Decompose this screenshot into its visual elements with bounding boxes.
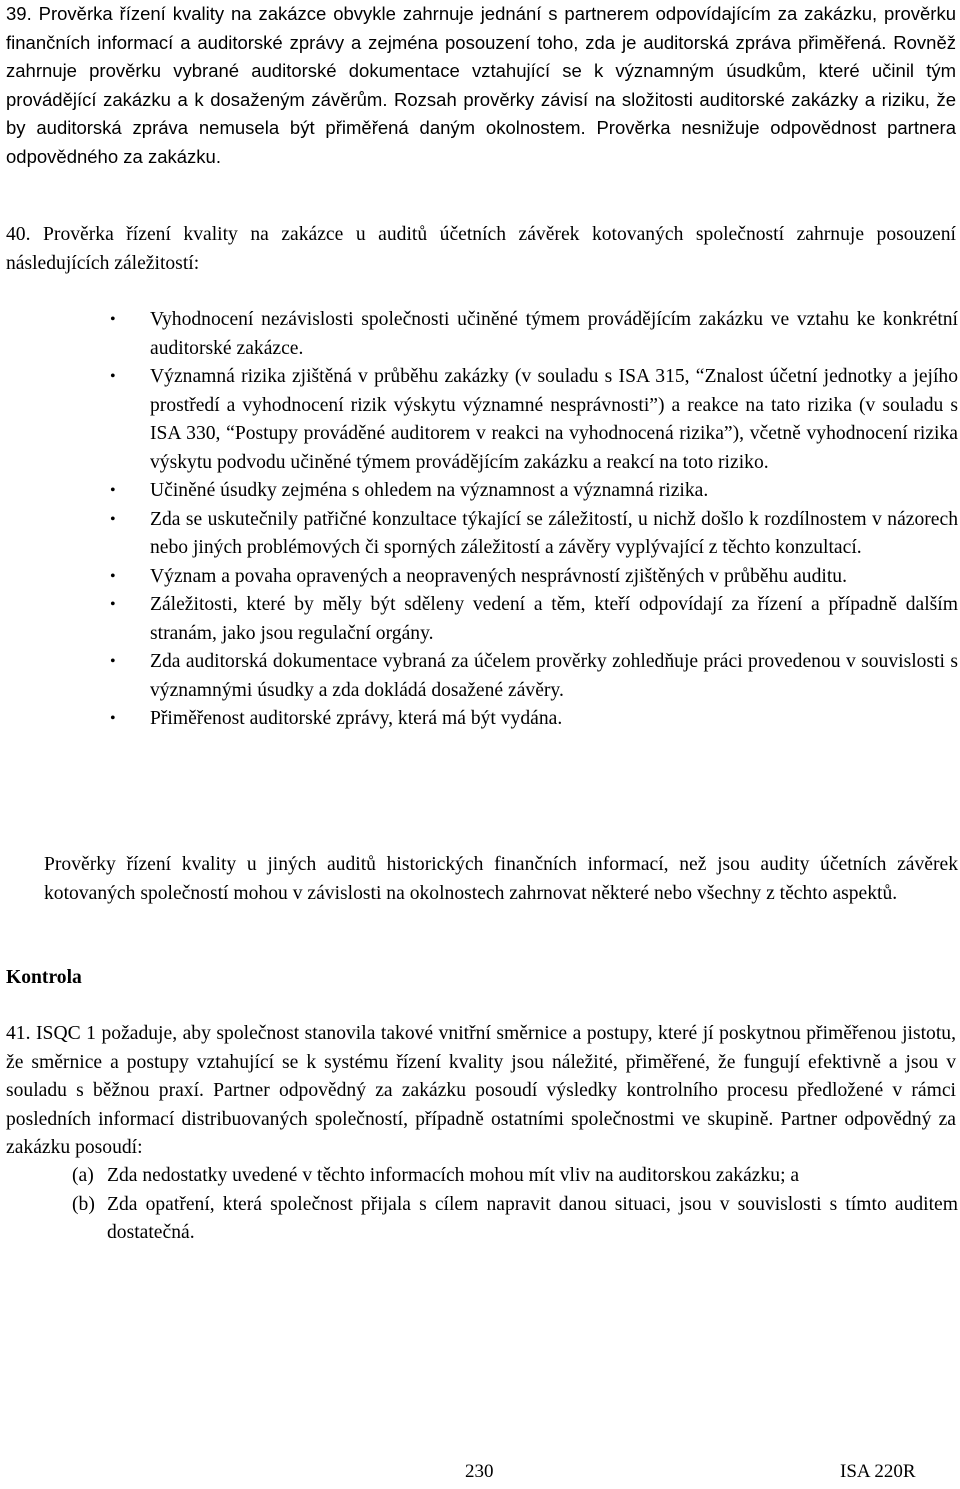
bullet-icon: • <box>110 482 116 499</box>
list-item-text: Zda se uskutečnily patřičné konzultace týkající se záležitostí, u nichž došlo k rozdílnostem v názorech nebo jiných problémových či sporných záležitostí a závěry vyplývající z těchto konzultací. <box>150 508 958 558</box>
list-item-text: Zda opatření, která společnost přijala s cílem napravit danou situaci, jsou v souvislosti s tímto auditem dostatečná. <box>107 1193 958 1243</box>
bullet-list <box>110 306 958 734</box>
list-item <box>110 563 958 592</box>
list-item <box>110 705 958 734</box>
bullet-icon: • <box>110 567 116 585</box>
page-number: 230 <box>465 1461 494 1482</box>
paragraph-39 <box>6 0 956 171</box>
list-item-text: Zda auditorská dokumentace vybraná za účelem prověrky zohledňuje práci provedenou v souvislosti s významnými úsudky a zda dokládá dosažené závěry. <box>150 651 958 701</box>
paragraph-41 <box>6 1020 956 1163</box>
list-item <box>110 506 958 563</box>
list-item-text: Záležitosti, které by měly být sděleny vedení a těm, kteří odpovídají za řízení a případně dalším stranám, jako jsou regulační orgány. <box>150 594 958 644</box>
paragraph-other-audits: Prověrky řízení kvality u jiných auditů historických finančních informací, než jsou audity účetních závěrek kotovaných společností mohou v závislosti na okolnostech zahrnovat některé nebo všechny z těchto aspektů. <box>44 854 958 904</box>
list-item <box>44 1162 958 1191</box>
list-item <box>110 477 958 506</box>
list-item-text: Významná rizika zjištěná v průběhu zakázky (v souladu s ISA 315, “Znalost účetní jednotky a jejího prostředí a vyhodnocení rizik výskytu významné nesprávnosti”) a reakce na tato rizika (v souladu s ISA 330, “Postupy prováděné auditorem v reakci na vyhodnocená rizika”), včetně vyhodnocení rizika výskytu podvodu učiněné týmem provádějícím zakázku a reakcí na toto riziko. <box>150 366 958 473</box>
list-item <box>110 648 958 705</box>
list-item-text: Vyhodnocení nezávislosti společnosti učiněné týmem provádějícím zakázku ve vztahu ke konkrétní auditorské zakázce. <box>150 309 958 359</box>
bullet-icon: • <box>110 653 116 670</box>
list-item <box>44 1191 958 1248</box>
list-item-text: Učiněné úsudky zejména s ohledem na významnost a významná rizika. <box>150 480 709 501</box>
lettered-list <box>44 1162 958 1248</box>
list-item-text: Význam a povaha opravených a neopravených nesprávností zjištěných v průběhu auditu. <box>150 565 847 587</box>
paragraph-text: Prověrka řízení kvality na zakázce u auditů účetních závěrek kotovaných společností zahrnuje posouzení následujících záležitostí: <box>6 224 956 274</box>
list-item <box>110 363 958 477</box>
item-label: (a) <box>72 1165 94 1186</box>
bullet-icon: • <box>110 368 116 385</box>
bullet-icon: • <box>110 311 116 328</box>
paragraph-text: Prověrka řízení kvality na zakázce obvykle zahrnuje jednání s partnerem odpovídajícím za zakázku, prověrku finančních informací a auditorské zprávy a zejména posouzení toho, zda je auditorská zpráva přiměřená. Rovněž zahrnuje prověrku vybrané auditorské dokumentace vztahující se k významným úsudkům, které učinil tým provádějící zakázku a k dosaženým závěrům. Rozsah prověrky závisí na složitosti auditorské zakázky a riziku, že by auditorská zpráva nemusela být přiměřená daným okolnostem. Prověrka nesnižuje odpovědnost partnera odpovědného za zakázku. <box>6 3 957 167</box>
paragraph-number: 40. <box>6 224 31 245</box>
list-item-text: Zda nedostatky uvedené v těchto informacích mohou mít vliv na auditorskou zakázku; a <box>107 1165 800 1186</box>
section-heading: Kontrola <box>6 967 82 988</box>
paragraph-number: 39. <box>6 3 32 24</box>
paragraph-number: 41. <box>6 1023 31 1044</box>
document-code: ISA 220R <box>840 1461 916 1482</box>
paragraph-40 <box>6 221 956 278</box>
bullet-icon: • <box>110 710 116 727</box>
item-label: (b) <box>72 1193 95 1215</box>
list-item-text: Přiměřenost auditorské zprávy, která má být vydána. <box>150 708 563 729</box>
bullet-icon: • <box>110 596 116 613</box>
bullet-icon: • <box>110 510 116 528</box>
list-item <box>110 306 958 363</box>
list-item <box>110 591 958 648</box>
paragraph-text: ISQC 1 požaduje, aby společnost stanovila takové vnitřní směrnice a postupy, které jí poskytnou přiměřenou jistotu, že směrnice a postupy vztahující se k systému řízení kvality jsou náležité, přiměřené, že fungují efektivně a jsou v souladu s běžnou praxí. Partner odpovědný za zakázku posoudí výsledky kontrolního procesu předložené v rámci posledních informací distribuovaných společností, případně ostatními společnostmi ve skupině. Partner odpovědný za zakázku posoudí: <box>6 1023 956 1158</box>
